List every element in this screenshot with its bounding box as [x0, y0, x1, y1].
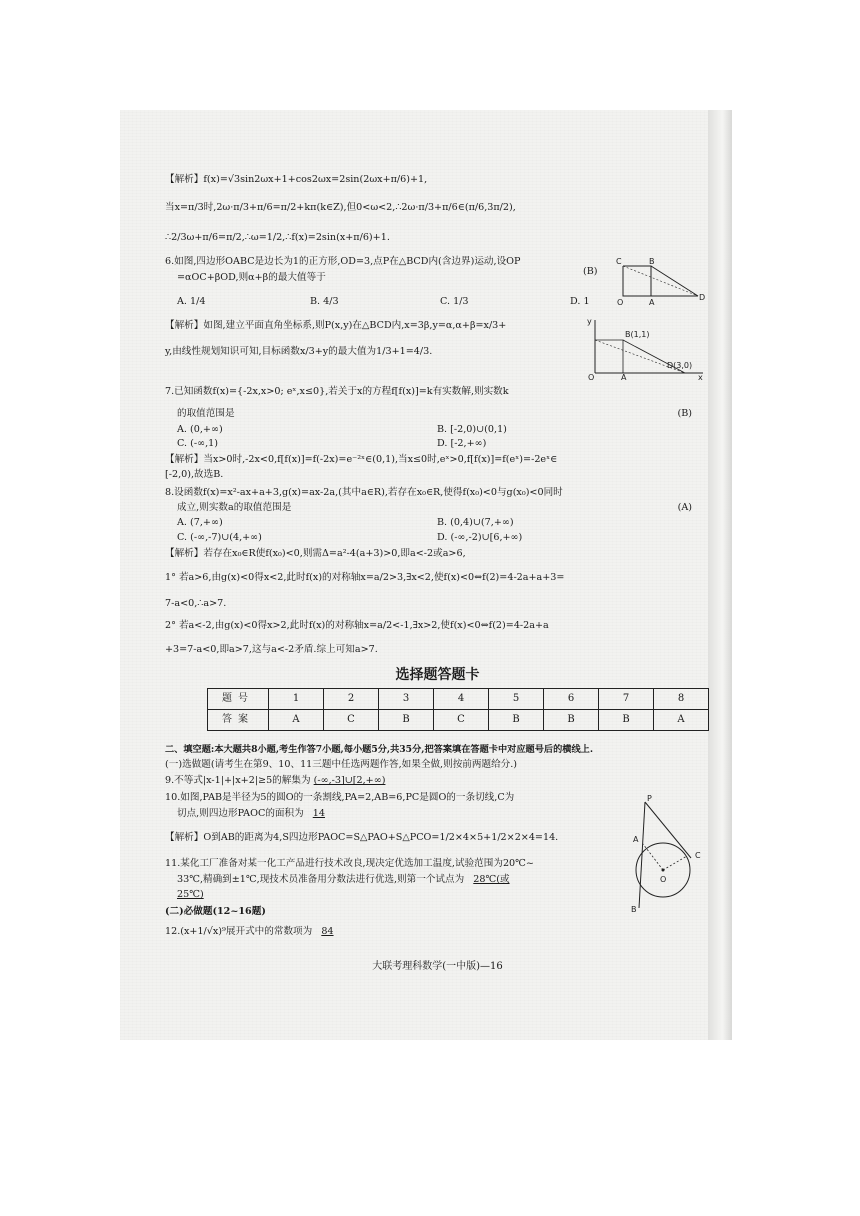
solution-6-text: 【解析】如图,建立平面直角坐标系,则P(x,y)在△BCD内,x=3β,y=α,α+β=x/3+	[165, 320, 507, 331]
question-10-answer: 14	[312, 808, 325, 819]
question-6-option-a: A. 1/4	[177, 296, 206, 307]
question-8-option-c: C. (-∞,-7)∪(4,+∞)	[177, 532, 262, 543]
question-11-answer-cont: 25℃)	[177, 889, 204, 900]
question-6-option-d: D. 1	[570, 296, 590, 307]
section-subheading: (一)选做题(请考生在第9、10、11三题中任选两题作答,如果全做,则按前两题给分.)	[165, 759, 518, 770]
question-11-text: 11.某化工厂准备对某一化工产品进行技术改良,现决定优选加工温度,试验范围为20℃~	[165, 858, 534, 869]
figure-label-o: O	[617, 298, 624, 307]
solution-7-text: 【解析】当x>0时,-2x<0,f[f(x)]=f(-2x)=e⁻²ˣ∈(0,1),当x≤0时,eˣ>0,f[f(x)]=f(eˣ)=-2eˣ∈	[165, 454, 558, 465]
solution-8-text: 【解析】若存在x₀∈R使f(x₀)<0,则需Δ=a²-4(a+3)>0,即a<-2或a>6,	[165, 548, 466, 559]
question-7-option-d: D. [-2,+∞)	[437, 438, 487, 449]
question-number-cell: 3	[379, 689, 434, 710]
question-12-answer: 84	[321, 926, 334, 937]
axis-label-x: x	[698, 373, 703, 382]
figure-label-d: D	[699, 293, 706, 302]
solution-8-text: 1° 若a>6,由g(x)<0得x<2,此时f(x)的对称轴x=a/2>3,∃x<2,使f(x)<0⇔f(2)=4-2a+a+3=	[165, 572, 565, 583]
page-footer: 大联考理科数学(一中版)—16	[372, 961, 503, 972]
question-11-text	[177, 874, 510, 887]
answer-card-table	[207, 688, 709, 731]
question-8-text: 成立,则实数a的取值范围是	[177, 502, 292, 513]
solution-6-text: y,由线性规划知识可知,目标函数x/3+y的最大值为1/3+1=4/3.	[165, 346, 433, 357]
answer-cell: C	[324, 710, 379, 731]
question-6-text: =αOC+βOD,则α+β的最大值等于	[177, 272, 326, 283]
question-8-answer: (A)	[677, 502, 692, 513]
question-number-cell: 2	[324, 689, 379, 710]
question-8-option-d: D. (-∞,-2)∪[6,+∞)	[437, 532, 523, 543]
question-7-text: 的取值范围是	[177, 408, 235, 419]
answer-cell: C	[434, 710, 489, 731]
question-7-option-c: C. (-∞,1)	[177, 438, 218, 449]
figure-label-c: C	[616, 257, 622, 266]
question-10-text: 10.如图,PAB是半径为5的圆O的一条割线,PA=2,AB=6,PC是圆O的一条切线,C为	[165, 792, 515, 803]
point-label-b: B(1,1)	[625, 330, 650, 339]
question-11-answer: 28℃(或	[473, 874, 510, 885]
answer-card-title: 选择题答题卡	[395, 667, 480, 683]
question-6-text: 6.如图,四边形OABC是边长为1的正方形,OD=3,点P在△BCD内(含边界)运动,设OP	[165, 256, 521, 267]
question-number-cell: 7	[599, 689, 654, 710]
question-12-stem: 12.(x+1/√x)⁹展开式中的常数项为	[165, 926, 313, 937]
figure-coordinate-system	[585, 317, 705, 382]
figure-circle-secant	[625, 796, 715, 914]
solution-8-text: +3=7-a<0,即a>7,这与a<-2矛盾.综上可知a>7.	[165, 644, 378, 655]
question-8-option-a: A. (7,+∞)	[177, 517, 223, 528]
solution-8-text: 2° 若a<-2,由g(x)<0得x>2,此时f(x)的对称轴x=a/2<-1,∃x>2,使f(x)<0⇔f(2)=4-2a+a	[165, 620, 549, 631]
question-8-text: 8.设函数f(x)=x²-ax+a+3,g(x)=ax-2a,(其中a∈R),若存在x₀∈R,使得f(x₀)<0与g(x₀)<0同时	[165, 487, 563, 498]
figure-label-a: A	[633, 835, 639, 844]
row-label-number: 题号	[208, 689, 269, 710]
answer-cell: A	[654, 710, 709, 731]
solution-8-text: 7-a<0,∴a>7.	[165, 598, 227, 609]
question-12-text	[165, 926, 340, 939]
answer-cell: B	[379, 710, 434, 731]
question-6-option-b: B. 4/3	[310, 296, 339, 307]
solution-line: 当x=π/3时,2ω·π/3+π/6=π/2+kπ(k∈Z),但0<ω<2,∴2ω·π/3+π/6∈(π/6,3π/2),	[165, 202, 516, 213]
solution-7-text: [-2,0),故选B.	[165, 469, 224, 480]
question-7-option-a: A. (0,+∞)	[177, 424, 223, 435]
figure-label-b: B	[631, 905, 637, 914]
question-9-text	[165, 775, 385, 788]
point-label-d: D(3,0)	[667, 361, 693, 370]
required-section-heading: (二)必做题(12~16题)	[165, 906, 266, 917]
origin-label: O	[588, 373, 595, 382]
point-label-a: A	[621, 373, 627, 382]
question-11-stem: 33℃,精确到±1℃,现技术员准备用分数法进行优选,则第一个试点为	[177, 874, 465, 885]
question-number-cell: 4	[434, 689, 489, 710]
question-number-cell: 8	[654, 689, 709, 710]
figure-label-b: B	[649, 257, 655, 266]
figure-square-obcd	[613, 256, 708, 308]
question-number-cell: 5	[489, 689, 544, 710]
row-label-answer: 答案	[208, 710, 269, 731]
question-9-stem: 9.不等式|x-1|+|x+2|≥5的解集为	[165, 775, 311, 786]
axis-label-y: y	[587, 317, 592, 326]
question-6-answer: (B)	[583, 266, 598, 277]
figure-label-o: O	[660, 875, 667, 884]
answer-cell: B	[489, 710, 544, 731]
question-7-option-b: B. [-2,0)∪(0,1)	[437, 424, 507, 435]
solution-line: ∴2/3ω+π/6=π/2,∴ω=1/2,∴f(x)=2sin(x+π/6)+1.	[165, 232, 390, 243]
question-number-cell: 1	[269, 689, 324, 710]
question-7-answer: (B)	[677, 408, 692, 419]
section-heading: 二、填空题:本大题共8小题,考生作答7小题,每小题5分,共35分,把答案填在答题卡中对应题号后的横线上.	[165, 744, 594, 755]
question-10-stem: 切点,则四边形PAOC的面积为	[177, 808, 304, 819]
answer-cell: B	[544, 710, 599, 731]
question-number-cell: 6	[544, 689, 599, 710]
answer-card-number-row	[208, 689, 709, 710]
answer-cell: A	[269, 710, 324, 731]
figure-label-c: C	[695, 851, 701, 860]
answer-cell: B	[599, 710, 654, 731]
question-6-option-c: C. 1/3	[440, 296, 469, 307]
question-9-answer: (-∞,-3]∪[2,+∞)	[313, 775, 386, 786]
question-8-option-b: B. (0,4)∪(7,+∞)	[437, 517, 514, 528]
figure-label-p: P	[647, 794, 652, 803]
question-7-text: 7.已知函数f(x)={-2x,x>0; eˣ,x≤0},若关于x的方程f[f(x)]=k有实数解,则实数k	[165, 386, 509, 397]
answer-card-answer-row	[208, 710, 709, 731]
figure-label-a: A	[649, 298, 655, 307]
question-10-text	[177, 808, 331, 821]
solution-line: 【解析】f(x)=√3sin2ωx+1+cos2ωx=2sin(2ωx+π/6)+1,	[165, 174, 428, 185]
solution-10-text: 【解析】O到AB的距离为4,S四边形PAOC=S△PAO+S△PCO=1/2×4×5+1/2×2×4=14.	[165, 832, 559, 843]
